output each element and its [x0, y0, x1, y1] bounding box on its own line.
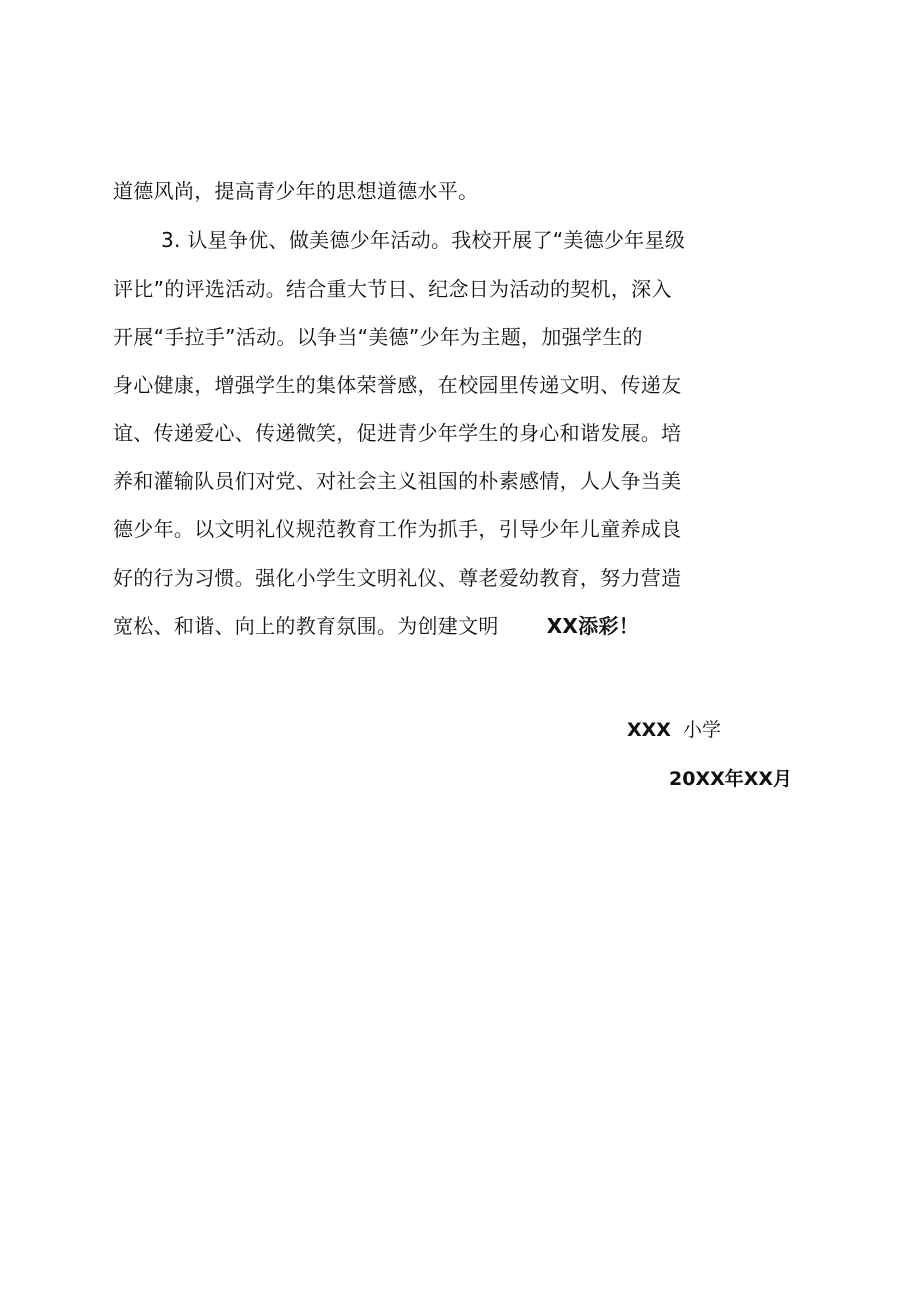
- signature-date: 20XX年XX月: [669, 768, 793, 790]
- signature-school: [627, 715, 721, 745]
- paragraph-line: 道德风尚，提高青少年的思想道德水平。: [113, 179, 479, 203]
- paragraph-line: 谊、传递爱心、传递微笑，促进青少年学生的身心和谐发展。培: [113, 421, 682, 445]
- paragraph-line: 开展“手拉手”活动。以争当“美德”少年为主题，加强学生的: [113, 325, 643, 349]
- school-code: XXX: [627, 719, 671, 741]
- paragraph-line: 3. 认星争优、做美德少年活动。我校开展了“美德少年星级: [161, 228, 686, 252]
- paragraph-line: 好的行为习惯。强化小学生文明礼仪、尊老爱幼教育，努力营造: [113, 566, 682, 590]
- school-suffix: 小学: [682, 719, 721, 741]
- paragraph-line: 身心健康，增强学生的集体荣誉感，在校园里传递文明、传递友: [113, 373, 682, 397]
- last-line-text: 宽松、和谐、向上的教育氛围。为创建文明: [113, 614, 499, 638]
- last-line-ending: XX添彩！: [546, 614, 640, 638]
- paragraph-last-line: [113, 611, 639, 641]
- paragraph-line: 养和灌输队员们对党、对社会主义祖国的朴素感情，人人争当美: [113, 469, 682, 493]
- paragraph-line: 德少年。以文明礼仪规范教育工作为抓手，引导少年儿童养成良: [113, 517, 682, 541]
- paragraph-line: 评比”的评选活动。结合重大节日、纪念日为活动的契机，深入: [113, 277, 672, 301]
